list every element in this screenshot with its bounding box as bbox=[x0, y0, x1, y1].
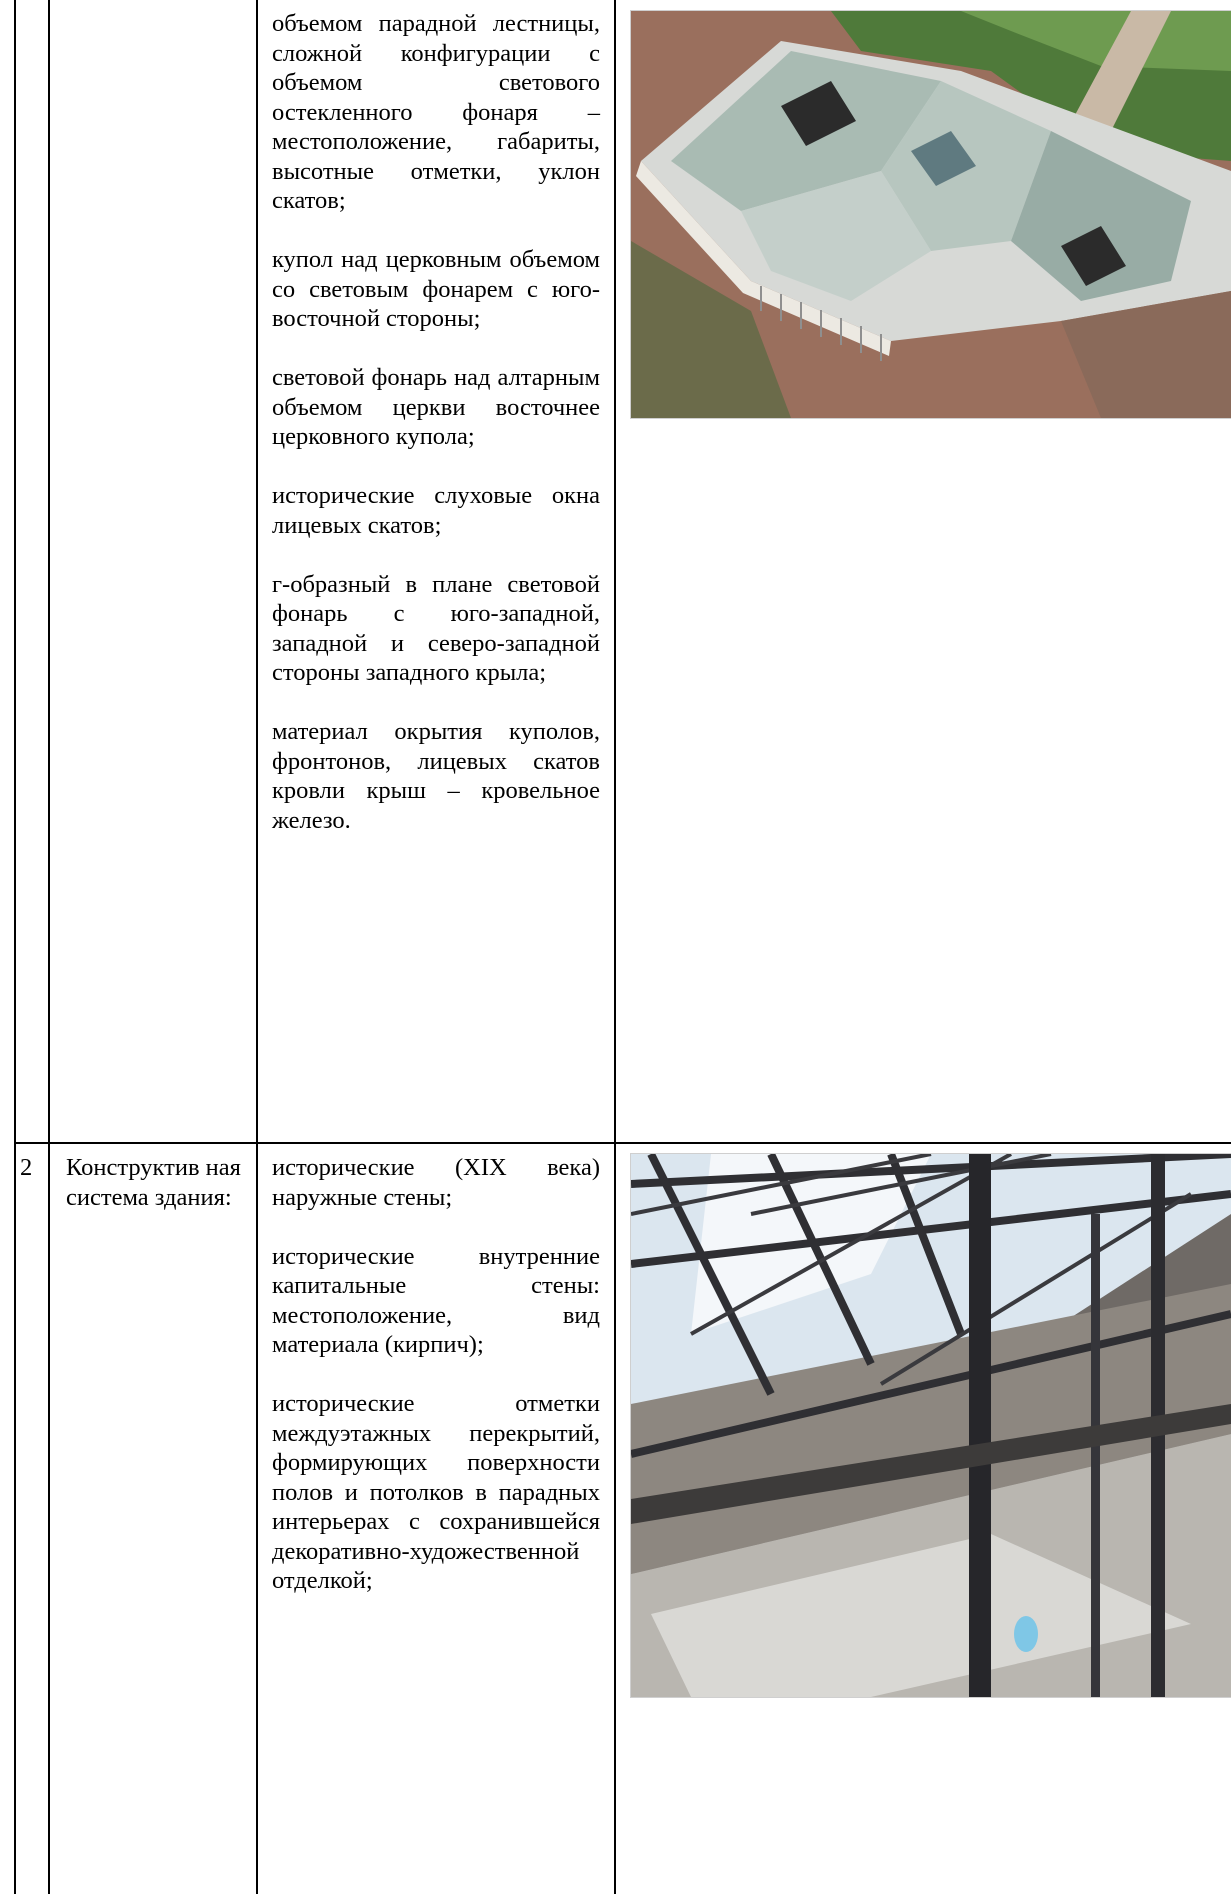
table-border-left bbox=[14, 0, 16, 1894]
row1-description bbox=[272, 9, 600, 835]
row2-title: Конструктив ная система здания: bbox=[66, 1154, 241, 1211]
row1-paragraph: исторические слуховые окна лицевых скатов; bbox=[272, 482, 600, 539]
table-row-divider bbox=[14, 1142, 1231, 1144]
aerial-roof-photo bbox=[630, 10, 1231, 419]
attic-truss-photo bbox=[630, 1153, 1231, 1698]
row2-paragraph: исторические отметки междуэтажных перекрытий, формирующих поверхности полов и потолков в парадных интерьерах с сохранившейся декоративно-художественной отделкой; bbox=[272, 1390, 600, 1594]
row1-paragraph: материал окрытия куполов, фронтонов, лицевых скатов кровли крыш – кровельное железо. bbox=[272, 718, 600, 834]
row2-paragraph: исторические внутренние капитальные стены: местоположение, вид материала (кирпич); bbox=[272, 1242, 600, 1358]
table-border-title-col bbox=[256, 0, 258, 1894]
row2-number: 2 bbox=[20, 1154, 33, 1181]
row1-paragraph: купол над церковным объемом со световым фонарем с юго-восточной стороны; bbox=[272, 246, 600, 332]
row1-paragraph: объемом парадной лестницы, сложной конфигурации с объемом светового остекленного фонаря – местоположение, габариты, высотные отметки, уклон скатов; bbox=[272, 10, 600, 214]
table-border-number-col bbox=[48, 0, 50, 1894]
row1-paragraph: световой фонарь над алтарным объемом церкви восточнее церковного купола; bbox=[272, 364, 600, 450]
row2-paragraph: исторические (XIX века) наружные стены; bbox=[272, 1154, 600, 1211]
row2-description bbox=[272, 1153, 600, 1596]
table-border-photo-col bbox=[614, 0, 616, 1894]
row1-paragraph: г-образный в плане световой фонарь с юго-западной, западной и северо-западной стороны западного крыла; bbox=[272, 570, 600, 686]
